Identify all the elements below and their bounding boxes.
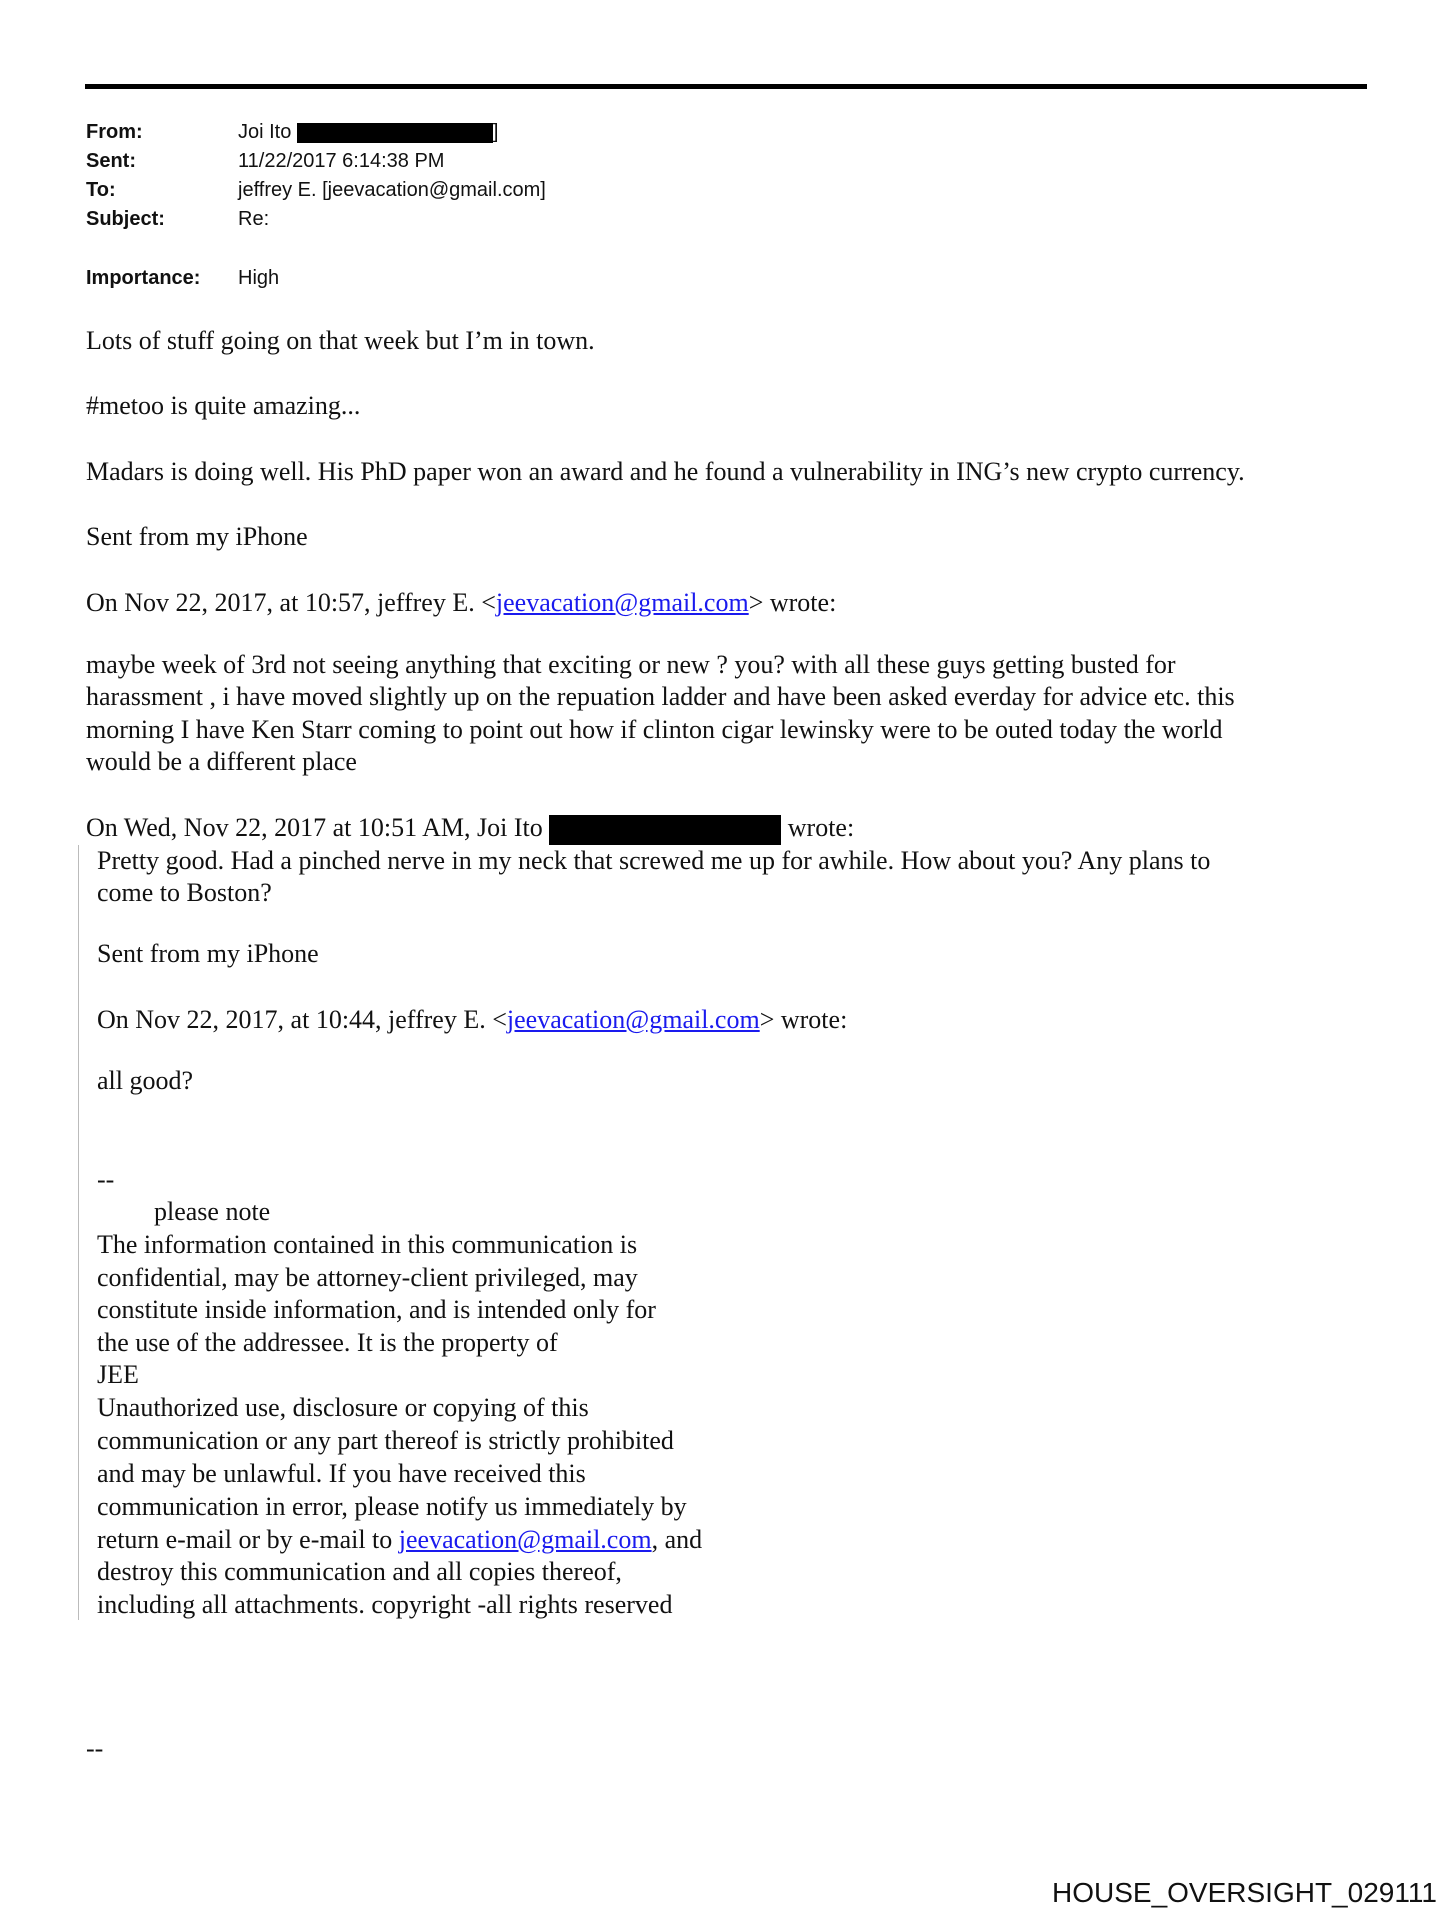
- subject-value: Re:: [238, 208, 270, 230]
- signature-dash: --: [97, 1165, 115, 1194]
- from-value: [238, 119, 498, 145]
- email-link[interactable]: jeevacation@gmail.com: [398, 1525, 652, 1554]
- signature-line: confidential, may be attorney-client privileged, may: [97, 1263, 638, 1292]
- quote-header-text: > wrote:: [759, 1005, 848, 1034]
- body-line: harassment , i have moved slightly up on the repuation ladder and have been asked everday for advice etc. this: [86, 682, 1235, 711]
- quote-line: Sent from my iPhone: [97, 939, 319, 968]
- to-label: To:: [86, 179, 116, 201]
- signature-line: communication or any part thereof is strictly prohibited: [97, 1426, 674, 1455]
- signature-text: return e-mail or by e-mail to: [97, 1525, 399, 1554]
- quote-header: [86, 812, 854, 845]
- quote-line: Pretty good. Had a pinched nerve in my neck that screwed me up for awhile. How about you? Any plans to: [97, 846, 1211, 875]
- from-name: Joi Ito: [238, 121, 292, 143]
- subject-label: Subject:: [86, 208, 165, 230]
- body-line: #metoo is quite amazing...: [86, 391, 361, 420]
- signature-line: Unauthorized use, disclosure or copying of this: [97, 1393, 589, 1422]
- sent-label: Sent:: [86, 150, 136, 172]
- body-line: maybe week of 3rd not seeing anything that exciting or new ? you? with all these guys getting busted for: [86, 650, 1176, 679]
- email-link[interactable]: jeevacation@gmail.com: [506, 1005, 760, 1034]
- signature-line: The information contained in this communication is: [97, 1230, 638, 1259]
- redaction-box: [297, 123, 493, 143]
- signature-line: destroy this communication and all copies thereof,: [97, 1557, 622, 1586]
- importance-label: Importance:: [86, 267, 201, 289]
- quote-header: [97, 1004, 847, 1036]
- to-value: jeffrey E. [jeevacation@gmail.com]: [238, 179, 546, 201]
- body-line: morning I have Ken Starr coming to point out how if clinton cigar lewinsky were to be outed today the world: [86, 715, 1223, 744]
- redaction-box: [549, 815, 781, 845]
- quote-line: all good?: [97, 1066, 194, 1095]
- signature-text: , and: [651, 1525, 703, 1554]
- quote-header: [86, 587, 836, 619]
- from-bracket: ]: [492, 121, 499, 143]
- importance-value: High: [238, 267, 280, 289]
- from-label: From:: [86, 121, 143, 143]
- quote-header-text: wrote:: [787, 813, 855, 842]
- quote-line: come to Boston?: [97, 878, 272, 907]
- body-line: Sent from my iPhone: [86, 522, 308, 551]
- signature-line: communication in error, please notify us immediately by: [97, 1492, 687, 1521]
- header-rule: [85, 84, 1367, 89]
- quote-header-text: > wrote:: [748, 588, 837, 617]
- bates-number: HOUSE_OVERSIGHT_029111: [1052, 1877, 1437, 1908]
- body-line: would be a different place: [86, 747, 357, 776]
- signature-line: including all attachments. copyright -all rights reserved: [97, 1590, 673, 1619]
- quote-bar: [78, 845, 79, 1620]
- signature-line: the use of the addressee. It is the property of: [97, 1328, 558, 1357]
- signature-line: [97, 1524, 702, 1556]
- signature-line: and may be unlawful. If you have received this: [97, 1459, 586, 1488]
- signature-line: please note: [154, 1197, 271, 1226]
- body-line: Lots of stuff going on that week but I’m in town.: [86, 326, 595, 355]
- quote-header-text: On Nov 22, 2017, at 10:57, jeffrey E. <: [86, 588, 496, 617]
- body-line: Madars is doing well. His PhD paper won an award and he found a vulnerability in ING’s new crypto currency.: [86, 457, 1245, 486]
- quote-header-text: On Nov 22, 2017, at 10:44, jeffrey E. <: [97, 1005, 507, 1034]
- email-link[interactable]: jeevacation@gmail.com: [495, 588, 749, 617]
- signature-line: JEE: [97, 1360, 139, 1389]
- sent-value: 11/22/2017 6:14:38 PM: [238, 150, 445, 172]
- end-dash: --: [86, 1734, 104, 1763]
- signature-line: constitute inside information, and is intended only for: [97, 1295, 656, 1324]
- quote-header-text: On Wed, Nov 22, 2017 at 10:51 AM, Joi Ito: [86, 813, 543, 842]
